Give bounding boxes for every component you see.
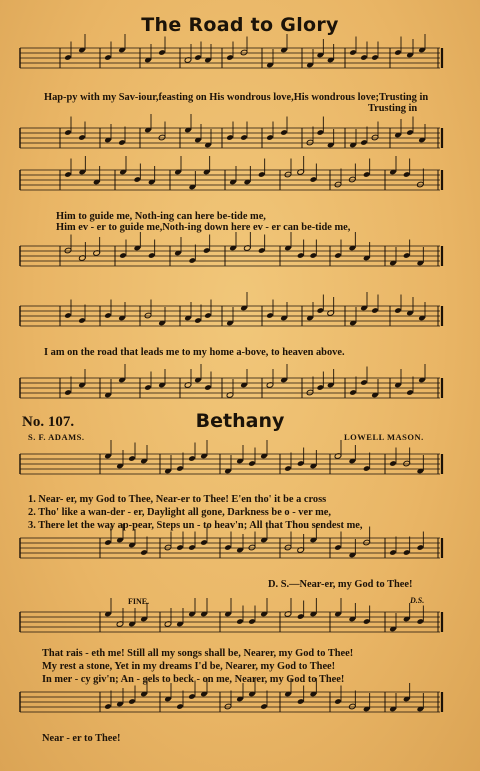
lyric-line-3: Him ev - er to guide me,Noth-ing down here ev - er can be-tide me, — [56, 222, 351, 233]
composer: LOWELL MASON. — [344, 432, 424, 442]
verse-1-line: 1. Near- er, my God to Thee, Near-er to Thee! E'en tho' it be a cross — [28, 494, 327, 505]
hymn-title-bethany: Bethany — [195, 410, 285, 432]
ds-line: D. S.—Near-er, my God to Thee! — [268, 579, 413, 590]
verse-2-line: 2. Tho' like a wan-der - er, Daylight all gone, Darkness be o - ver me, — [28, 507, 331, 518]
lyric-line-1: Hap-py with my Sav-iour,feasting on His wondrous love,His wondrous love;Trusting in — [44, 92, 429, 103]
lower-line-1: That rais - eth me! Still all my songs shall be, Nearer, my God to Thee! — [42, 648, 354, 659]
last-line: Near - er to Thee! — [42, 733, 121, 744]
lyric-line-2: Him to guide me, Noth-ing can here be-tide me, — [56, 211, 266, 222]
lower-line-3: In mer - cy giv'n; An - gels to beck - on me, Nearer, my God to Thee! — [42, 674, 345, 685]
hymn-title-road-to-glory: The Road to Glory — [141, 14, 339, 36]
hymn-number: No. 107. — [22, 414, 75, 430]
author: S. F. ADAMS. — [28, 432, 85, 442]
lyric-line-1b: Trusting in — [368, 103, 418, 114]
ds-mark: D.S. — [410, 596, 425, 605]
verse-3-line: 3. There let the way ap-pear, Steps un - to heav'n; All that Thou sendest me, — [28, 520, 363, 531]
lower-line-2: My rest a stone, Yet in my dreams I'd be, Nearer, my God to Thee! — [42, 661, 336, 672]
fine-mark: FINE. — [128, 597, 150, 606]
lyric-line-4: I am on the road that leads me to my home a-bove, to heaven above. — [44, 347, 345, 358]
